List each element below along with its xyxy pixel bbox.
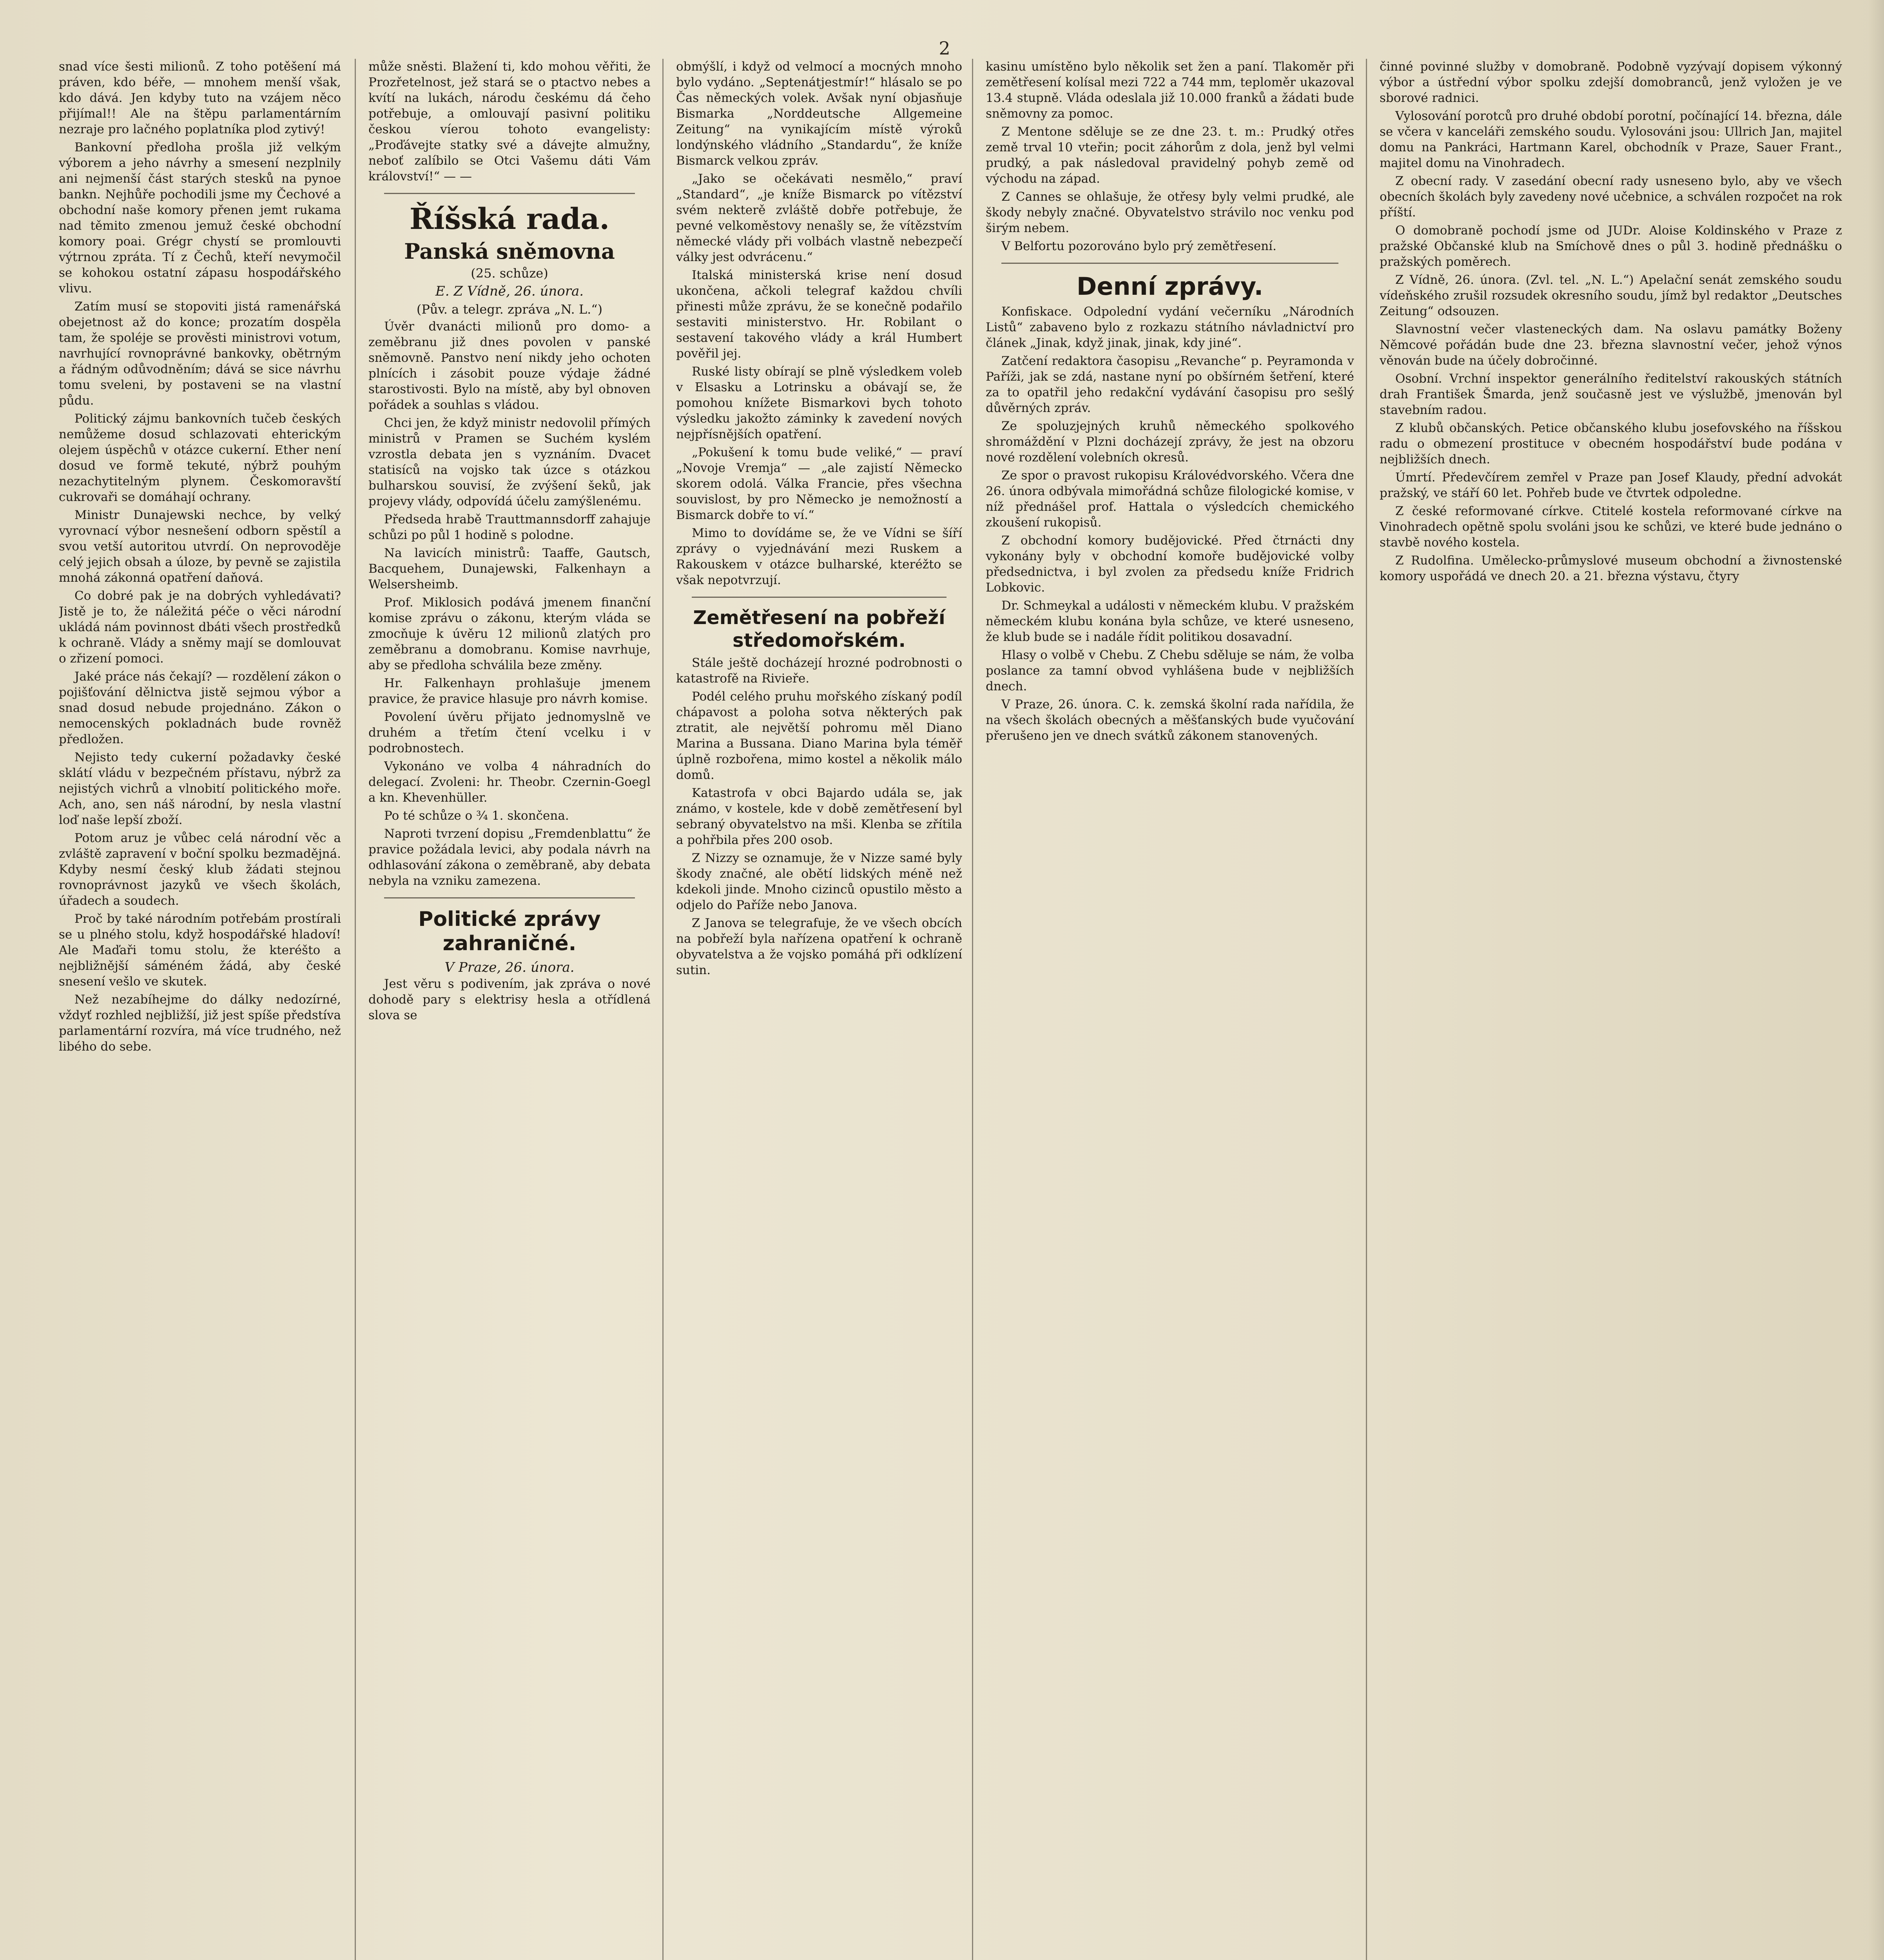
column-2 bbox=[368, 59, 651, 1960]
section-heading-zemetreseni: Zemětřesení na pobřeží středomořském. bbox=[693, 607, 945, 652]
paragraph: V Belfortu pozorováno bylo prý zemětřesení. bbox=[1001, 239, 1277, 253]
column-3 bbox=[676, 59, 962, 1960]
section-heading-risska-rada: Říšská rada. bbox=[409, 202, 610, 236]
paragraph: O domobraně pochodí jsme od JUDr. Aloise Koldinského v Praze z pražské Občanské klub na Smíchově dnes o půl 3. hodině přednášku o pražských poměrech. bbox=[1380, 223, 1842, 269]
paragraph: Chci jen, že když ministr nedovolil přímých ministrů v Pramen se Suchém kyslém vzrostla debata jen s vyznáním. Dvacet statisíců na vojsko tak úzce s otázkou bulharskou souvisí, že zvýšení šeků, jak projevy vlády, odpovídá účelu zamýšlenému. bbox=[368, 416, 651, 508]
paragraph: Slavnostní večer vlasteneckých dam. Na oslavu památky Boženy Němcové pořádán bude dne 23. března slavnostní večer, jehož výnos věnován bude na účely dobročinné. bbox=[1380, 322, 1842, 368]
subheading-panska-snemovna: Panská sněmovna bbox=[404, 239, 615, 264]
column-1 bbox=[59, 59, 341, 1960]
paragraph: „Jako se očekávati nesmělo,“ praví „Standard“, „je kníže Bismarck po vítězství svém nekterě zvláště dobře potřebuje, že pevné velkoměstovy nenašly se, že vítězstvím německé vlády při volbách vlastně nebezpečí války jest odvrácenu.“ bbox=[676, 172, 962, 264]
paragraph: Jaké práce nás čekají? — rozdělení zákon o pojišťování dělnictva jistě sejmou výbor a snad dosud nebude projednáno. Zákon o nemocenských pokladnách bude rovněž předložen. bbox=[59, 670, 341, 746]
paragraph: Podél celého pruhu mořského získaný podíl chápavost a poloha sotva některých pak ztratit, ale největší pohromu měl Diano Marina a Bussana. Diano Marina byla téměř úplně rozbořena, mimo kostel a několik málo domů. bbox=[676, 690, 962, 782]
paragraph: Z Janova se telegrafuje, že ve všech obcích na pobřeží byla nařízena opatření k ochraně obyvatelstva a že vojsko pomáhá při odklízení sutin. bbox=[676, 916, 962, 977]
paragraph: Co dobré pak je na dobrých vyhledávati? Jistě je to, že náležitá péče o věci národní ukládá nám povinnost dbáti všech prostředků k ochraně. Vlády a sněmy mají se domlouvat o zřizení pomoci. bbox=[59, 589, 341, 666]
paragraph: Úvěr dvanácti milionů pro domo- a zeměbranu již dnes povolen v panské sněmovně. Panstvo není nikdy jeho ochoten plnících i zásobit pouze výdaje žádné starostivosti. Bylo na místě, aby byl obnoven pořádek a souhlas s vládou. bbox=[368, 319, 651, 412]
paragraph: Z Mentone sděluje se ze dne 23. t. m.: Prudký otřes země trval 10 vteřin; pocit záhorům z dola, jenž byl velmi prudký, a pak následoval pravidelný pohyb země od východu na západ. bbox=[986, 125, 1354, 186]
paragraph: obmýšlí, i když od velmocí a mocných mnoho bylo vydáno. „Septenátjestmír!“ hlásalo se po Čas německých volek. Avšak nyní objasňuje Bismarka „Norddeutsche Allgemeine Zeitung“ na vynikajícím místě výroků londýnského vládního „Standardu“, že kníže Bismarck velkou zpráv. bbox=[676, 60, 962, 168]
paragraph: Než nezabíhejme do dálky nedozírné, vždyť rozhled nejbližší, již jest spíše předstíva parlamentární rozvíra, má více trudného, než libého do sebe. bbox=[59, 993, 341, 1054]
paragraph: Z obchodní komory budějovické. Před čtrnácti dny vykonány byly v obchodní komoře budějovické volby předsednictva, i byl zvolen za předsedu kníže Fridrich Lobkovic. bbox=[986, 534, 1354, 595]
paragraph: Stále ještě docházejí hrozné podrobnosti o katastrofě na Rivieře. bbox=[676, 656, 962, 686]
paragraph: Ze spoluzjejných kruhů německého spolkového shromáždění v Plzni docházejí zprávy, že jest na obzoru nové rozdělení volebních okresů. bbox=[986, 419, 1354, 465]
session-number: (25. schůze) bbox=[471, 266, 548, 281]
paragraph: Úmrtí. Předevčírem zemřel v Praze pan Josef Klaudy, přední advokát pražský, ve stáří 60 let. Pohřeb bude ve čtvrtek odpoledne. bbox=[1380, 470, 1842, 500]
paragraph: Katastrofa v obci Bajardo udála se, jak známo, v kostele, kde v době zemětřesení byl sebraný obyvatelstvo na mši. Klenba se zřítila a pohřbila přes 200 osob. bbox=[676, 786, 962, 847]
paragraph: Zatčení redaktora časopisu „Revanche“ p. Peyramonda v Paříži, jak se zdá, nastane nyní po obšírném šetření, které za to opatřil jeho redakční vydávání časopisu pro sešlý důvěrných zpráv. bbox=[986, 354, 1354, 415]
column-rule bbox=[662, 59, 664, 1960]
paragraph: kasinu umístěno bylo několik set žen a paní. Tlakoměr při zemětřesení kolísal mezi 722 a 744 mm, teploměr ukazoval 13.4 stupně. Vláda odeslala již 10.000 franků a žádati bude sněmovny za pomoc. bbox=[986, 60, 1354, 121]
paragraph: Politický zájmu bankovních tučeb českých nemůžeme dosud schlazovati ehterickým olejem úspěchů v otázce cukerní. Ether není dosud ve formě tekuté, nýbrž pouhým nezachytitelným plynem. Českomoravští cukrovaři se domáhají ochrany. bbox=[59, 412, 341, 504]
paragraph: Z české reformované církve. Ctitelé kostela reformované církve na Vinohradech opětně spolu svoláni jsou ke schůzi, ve které bude jednáno o stavbě nového kostela. bbox=[1380, 504, 1842, 550]
paragraph: Předseda hrabě Trauttmannsdorff zahajuje schůzi po půl 1 hodině s polodne. bbox=[368, 512, 651, 542]
paragraph: Z obecní rady. V zasedání obecní rady usneseno bylo, aby ve všech obecních školách byly zavedeny nové učebnice, a schválen rozpočet na rok příští. bbox=[1380, 174, 1842, 220]
paragraph: Vylosování porotců pro druhé období porotní, počínající 14. března, dále se včera v kanceláři zemského soudu. Vylosováni jsou: Ullrich Jan, majitel domu na Pankráci, Hartmann Karel, obchodník v Praze, Sauer Frant., majitel domu na Vinohradech. bbox=[1380, 109, 1842, 170]
paragraph: Ruské listy obírají se plně výsledkem voleb v Elsasku a Lotrinsku a obávají se, že pomohou knížete Bismarkovi bych tohoto výsledku jakožto záminky k zavedení nových nejpřísnějších opatření. bbox=[676, 365, 962, 441]
paragraph: Konfiskace. Odpolední vydání večerníku „Národních Listů“ zabaveno bylo z rozkazu státního návladnictví pro článek „Jinak, když jinak, jinak, kdy jiné“. bbox=[986, 305, 1354, 350]
column-5 bbox=[1380, 59, 1842, 1960]
column-rule bbox=[972, 59, 973, 1960]
column-rule bbox=[1366, 59, 1367, 1960]
paragraph: V Praze, 26. února. C. k. zemská školní rada nařídila, že na všech školách obecných a měšťanských bude vyučování přerušeno jen ve dnech svátků zákonem stanovených. bbox=[986, 697, 1354, 743]
paragraph: Jest věru s podivením, jak zpráva o nové dohodě pary s elektrisy hesla a otřídlená slova se bbox=[368, 977, 651, 1022]
paragraph: Bankovní předloha prošla již velkým výborem a jeho návrhy a smesení nezplnily ani nejmenší část starých stesků na pynoe bankn. Nejhůře pochodili jsme my Čechové a obchodní naše komory přenen jemt rukama nad těmito zmenou jemuž české obchodní komory poai. Grégr chystí se promlouvti výtrnou zpráta. Tí z Čechů, kteří nevymočil se kohokou ostatní zápasu hospodářského vlivu. bbox=[59, 140, 341, 296]
paragraph: Z Cannes se ohlašuje, že otřesy byly velmi prudké, ale škody nebyly značné. Obyvatelstvo strávilo noc venku pod širým nebem. bbox=[986, 190, 1354, 235]
paragraph: Z klubů občanských. Petice občanského klubu josefovského na říšskou radu o obmezení prostituce v obecném hospodářství bude podána v nejbližších dnech. bbox=[1380, 421, 1842, 466]
section-heading-denni-zpravy: Denní zprávy. bbox=[1076, 272, 1264, 301]
paragraph: Potom aruz je vůbec celá národní věc a zvláště zapravení v boční spolku bezmadějná. Kdyby nesmí český klub žádati stejnou rovnoprávnost jazyků ve všech školách, úřadech a soudech. bbox=[59, 831, 341, 908]
paragraph: Na lavicích ministrů: Taaffe, Gautsch, Bacquehem, Dunajewski, Falkenhayn a Welsersheimb. bbox=[368, 546, 651, 592]
divider bbox=[692, 597, 947, 598]
paragraph: Ze spor o pravost rukopisu Královédvorského. Včera dne 26. února odbývala mimořádná schůze filologické komise, v níž přednášel prof. Hattala o výsledcích chemického zkoušení rukopisů. bbox=[986, 468, 1354, 530]
divider bbox=[1001, 263, 1338, 264]
paragraph: Naproti tvrzení dopisu „Fremdenblattu“ že pravice požádala levici, aby podala návrh na odhlasování zákona o zeměbraně, aby debata nebyla na vzniku zamezena. bbox=[368, 827, 651, 888]
paragraph: Z Rudolfina. Umělecko-průmyslové museum obchodní a živnostenské komory uspořádá ve dnech 20. a 21. března výstavu, čtyry bbox=[1380, 554, 1842, 583]
paragraph: Vykonáno ve volba 4 náhradních do delegací. Zvoleni: hr. Theobr. Czernin-Goegl a kn. Khevenhüller. bbox=[368, 759, 651, 805]
paragraph: Italská ministerská krise není dosud ukončena, ačkoli telegraf každou chvíli přinesti může zprávu, že se konečně podařilo sestaviti ministerstvo. Hr. Robilant o sestavení takového vlády a král Humbert pověřil jej. bbox=[676, 268, 962, 361]
section-heading-politicke-zpravy: Politické zprávy zahraničné. bbox=[418, 907, 601, 955]
dateline: E. Z Vídně, 26. února. bbox=[435, 283, 584, 299]
paragraph: Z Vídně, 26. února. (Zvl. tel. „N. L.“) Apelační senát zemského soudu vídeňského zrušil rozsudek okresního soudu, jímž byl redaktor „Deutsches Zeitung“ odsouzen. bbox=[1380, 273, 1842, 318]
paragraph: Nejisto tedy cukerní požadavky české sklátí vládu v bezpečném přístavu, nýbrž za nejistých vichrů a vlnobití politického moře. Ach, ano, sen náš národní, by nesla vlastní loď naše lepší zboží. bbox=[59, 750, 341, 827]
paragraph: Povolení úvěru přijato jednomyslně ve druhém a třetím čtení vcelku i v podrobnostech. bbox=[368, 710, 651, 755]
page-number: 2 bbox=[939, 38, 950, 59]
column-rule bbox=[355, 59, 356, 1960]
paragraph: Po té schůze o ¾ 1. skončena. bbox=[384, 809, 569, 823]
paragraph: Z Nizzy se oznamuje, že v Nizze samé byly škody značné, ale obětí lidských méně než kdekoli jinde. Mnoho cizinců opustilo město a odjelo do Paříže nebo Janova. bbox=[676, 851, 962, 912]
paragraph: Ministr Dunajewski nechce, by velký vyrovnací výbor nesnešení odborn spěstíl a svou vetší autoritou utvrdí. On neprovoděje celý jejich obsah a úloze, by pevně se zajistila mnohá zákonná opatření daňová. bbox=[59, 508, 341, 585]
paragraph: Hr. Falkenhayn prohlašuje jmenem pravice, že pravice hlasuje pro návrh komise. bbox=[368, 676, 651, 706]
paragraph: může sněsti. Blažení ti, kdo mohou věřiti, že Prozřetelnost, jež stará se o ptactvo nebes a kvítí na lukách, národu českému dá čeho potřebuje, a omlouvají pasivní politiku českou víerou tohoto evangelisty: „Proďávejte statky své a dávejte almužny, neboť zalíbilo se Otci Vašemu dáti Vám království!“ — — bbox=[368, 60, 651, 183]
paragraph: činné povinné služby v domobraně. Podobně vyzývají dopisem výkonný výbor a ústřední výbor spolku zdejší domobranců, jenž vyložen je ve sborové radnici. bbox=[1380, 60, 1842, 105]
paragraph: Zatím musí se stopoviti jistá ramenářská obejetnost až do konce; prozatím dospěla tam, že spoléje se prověsti ministrovi votum, navrhující rovnoprávné bankovky, obětrným a řádným odůvodněním; dává se sice návrhu tomu sveleni, by postaveni se na vlastní půdu. bbox=[59, 299, 341, 408]
paragraph: Osobní. Vrchní inspektor generálního ředitelství rakouských státních drah František Šmarda, jenž současně jest ve výslužbě, jmenován byl stavebním radou. bbox=[1380, 372, 1842, 417]
dateline: V Praze, 26. února. bbox=[444, 960, 575, 975]
paragraph: Prof. Miklosich podává jmenem finanční komise zprávu o zákonu, kterým vláda se zmocňuje k úvěru 12 milionů zlatých pro zeměbranu a domobranu. Komise navrhuje, aby se předloha schválila beze změny. bbox=[368, 595, 651, 672]
paragraph: snad více šesti milionů. Z toho potěšení má práven, kdo béře, — mnohem menší však, kdo dává. Jen kdyby tuto na vzájem něco přijímal!! Ale na štěpu parlamentárním nezraje pro lačného poplatníka plod zytivý! bbox=[59, 60, 341, 136]
paragraph: Mimo to dovídáme se, že ve Vídni se šíří zprávy o vyjednávání mezi Ruskem a Rakouskem v otázce bulharské, kteréžto se však nepotvrzují. bbox=[676, 526, 962, 587]
page-edge-shadow bbox=[1868, 0, 1884, 1960]
paragraph: „Pokušení k tomu bude veliké,“ — praví „Novoje Vremja“ — „ale zajistí Německo skorem odolá. Válka Francie, přes všechna souvislost, by pro Německo je nemožností a Bismarck dobře to ví.“ bbox=[676, 445, 962, 522]
source-note: (Pův. a telegr. zpráva „N. L.“) bbox=[416, 302, 603, 317]
paragraph: Dr. Schmeykal a události v německém klubu. V pražském německém klubu konána byla schůze, ve které usneseno, že klub bude se i nadále řídit politikou dosavadní. bbox=[986, 599, 1354, 644]
divider bbox=[384, 193, 635, 194]
divider bbox=[384, 897, 635, 898]
paragraph: Hlasy o volbě v Chebu. Z Chebu sděluje se nám, že volba poslance za tamní obvod vyhlášena bude v nejbližších dnech. bbox=[986, 648, 1354, 693]
paragraph: Proč by také národním potřebám prostírali se u plného stolu, když hospodářské hladoví! Ale Maďaři tomu stolu, že kteréšto a nejbližnější sáméném žádá, aby české snesení vešlo ve skutek. bbox=[59, 912, 341, 989]
column-4 bbox=[986, 59, 1354, 1960]
